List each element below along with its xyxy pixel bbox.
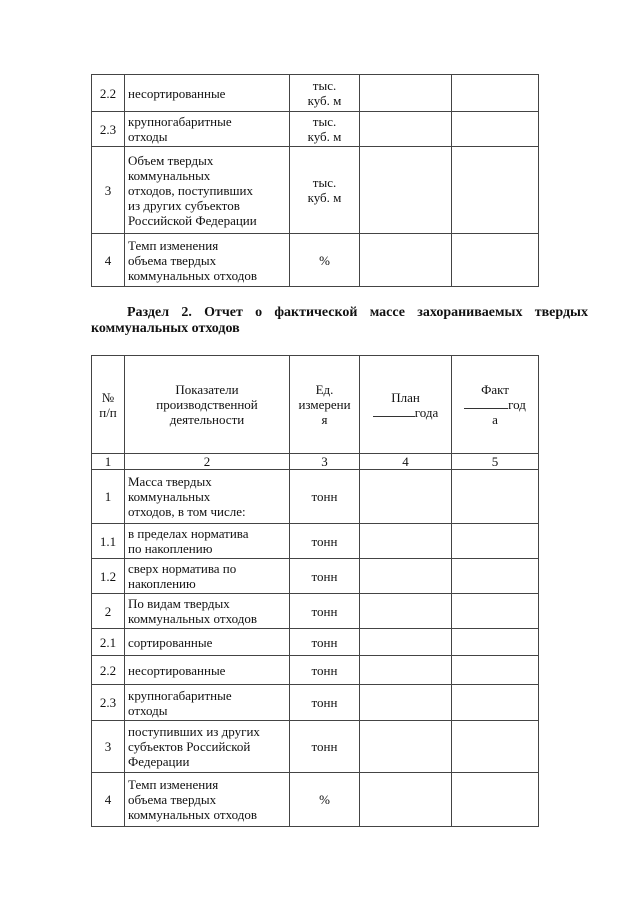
fact-cell[interactable] — [452, 234, 539, 287]
row-number: 4 — [92, 234, 125, 287]
unit-cell: тонн — [290, 524, 360, 559]
unit-cell — [290, 234, 360, 287]
table-row — [92, 234, 539, 287]
year-blank[interactable] — [464, 408, 508, 409]
unit-line: куб. м — [307, 93, 342, 108]
indicator-line: коммунальных — [128, 167, 211, 183]
indicator-line: Темп изменения — [128, 777, 219, 792]
table-continuation — [91, 74, 539, 287]
unit-line: тыс. — [312, 175, 337, 190]
row-number: 2.3 — [92, 112, 125, 147]
fact-cell[interactable] — [452, 685, 539, 721]
row-number: 3 — [92, 721, 125, 773]
unit-line: тыс. — [312, 114, 337, 129]
table-row — [92, 147, 539, 234]
table-row — [92, 773, 539, 827]
header-line: измерени — [298, 397, 351, 412]
header-unit — [290, 356, 360, 454]
indicator-line: объема твердых — [128, 792, 217, 807]
header-line: я — [321, 412, 328, 427]
header-plan — [360, 356, 452, 454]
indicator-line: накоплению — [128, 576, 196, 591]
row-number: 2.2 — [92, 75, 125, 112]
plan-cell[interactable] — [360, 773, 452, 827]
section-heading — [91, 305, 588, 337]
fact-cell[interactable] — [452, 594, 539, 629]
fact-cell[interactable] — [452, 75, 539, 112]
header-row — [92, 356, 539, 454]
indicator-cell — [125, 234, 290, 287]
fact-year-suffix: год — [508, 397, 526, 412]
table-row — [92, 112, 539, 147]
unit-cell — [290, 75, 360, 112]
table-row — [92, 721, 539, 773]
indicator-line: Масса твердых — [128, 474, 212, 489]
indicator-line: сортированные — [128, 634, 213, 650]
unit-cell: тонн — [290, 559, 360, 594]
column-number: 2 — [125, 454, 290, 470]
mass-report-table — [91, 355, 539, 827]
plan-cell[interactable] — [360, 656, 452, 685]
indicator-line: Российской Федерации — [128, 212, 257, 228]
indicator-line: по накоплению — [128, 541, 213, 556]
row-number: 2.2 — [92, 656, 125, 685]
indicator-line: коммунальных отходов — [128, 267, 257, 283]
plan-year-suffix: года — [414, 404, 439, 420]
indicator-cell — [125, 75, 290, 112]
header-line: производственной — [156, 397, 258, 412]
indicator-line: субъектов Российской — [128, 739, 251, 754]
fact-cell[interactable] — [452, 112, 539, 147]
unit-cell: тонн — [290, 685, 360, 721]
row-number: 2.1 — [92, 629, 125, 656]
header-line: Ед. — [315, 382, 334, 397]
indicator-line: крупногабаритные — [128, 114, 232, 129]
indicator-cell — [125, 524, 290, 559]
indicator-line: коммунальных — [128, 489, 211, 504]
unit-cell: тонн — [290, 594, 360, 629]
unit-cell: тонн — [290, 656, 360, 685]
table-row — [92, 524, 539, 559]
table-row — [92, 75, 539, 112]
header-indicators — [125, 356, 290, 454]
table-row — [92, 685, 539, 721]
plan-cell[interactable] — [360, 524, 452, 559]
unit-cell: тонн — [290, 470, 360, 524]
indicator-cell — [125, 112, 290, 147]
unit-cell — [290, 112, 360, 147]
indicator-line: крупногабаритные — [128, 687, 232, 703]
fact-cell[interactable] — [452, 773, 539, 827]
indicator-cell — [125, 773, 290, 827]
indicator-cell — [125, 559, 290, 594]
indicator-line: коммунальных отходов — [128, 611, 257, 626]
row-number: 2 — [92, 594, 125, 629]
plan-cell[interactable] — [360, 594, 452, 629]
indicator-line: объема твердых — [128, 252, 217, 268]
indicator-line: По видам твердых — [128, 596, 230, 611]
fact-cell[interactable] — [452, 721, 539, 773]
indicator-line: отходов, поступивших — [128, 182, 253, 198]
header-num — [92, 356, 125, 454]
indicator-cell — [125, 656, 290, 685]
fact-cell[interactable] — [452, 559, 539, 594]
unit-cell: % — [290, 773, 360, 827]
table-row — [92, 594, 539, 629]
table-row — [92, 470, 539, 524]
indicator-line: отходы — [128, 129, 168, 144]
column-number: 4 — [360, 454, 452, 470]
column-numbers-row — [92, 454, 539, 470]
fact-cell[interactable] — [452, 629, 539, 656]
unit-line: % — [319, 252, 330, 268]
mass-report-body — [92, 454, 539, 827]
indicator-line: несортированные — [128, 85, 226, 101]
plan-cell[interactable] — [360, 470, 452, 524]
fact-cell[interactable] — [452, 470, 539, 524]
plan-cell[interactable] — [360, 629, 452, 656]
indicator-line: отходов, в том числе: — [128, 504, 246, 519]
column-number: 1 — [92, 454, 125, 470]
indicator-cell — [125, 594, 290, 629]
indicator-line: несортированные — [128, 662, 226, 678]
section-number: Раздел 2. — [127, 305, 192, 320]
unit-cell: тонн — [290, 721, 360, 773]
indicator-line: отходы — [128, 702, 168, 718]
plan-cell[interactable] — [360, 559, 452, 594]
header-line: Показатели — [175, 382, 239, 397]
fact-cell[interactable] — [452, 656, 539, 685]
unit-line: куб. м — [307, 190, 342, 205]
table-row — [92, 559, 539, 594]
indicator-line: Темп изменения — [128, 237, 219, 253]
unit-cell: тонн — [290, 629, 360, 656]
indicator-cell — [125, 470, 290, 524]
header-line: а — [492, 412, 498, 427]
plan-cell[interactable] — [360, 75, 452, 112]
indicator-cell — [125, 147, 290, 234]
plan-cell[interactable] — [360, 234, 452, 287]
row-number: 2.3 — [92, 685, 125, 721]
header-line: План — [391, 389, 420, 405]
header-line: Факт — [481, 382, 509, 397]
unit-line: тыс. — [312, 78, 337, 93]
indicator-line: в пределах норматива — [128, 526, 249, 541]
plan-cell[interactable] — [360, 147, 452, 234]
row-number: 4 — [92, 773, 125, 827]
column-number: 3 — [290, 454, 360, 470]
table-row — [92, 656, 539, 685]
table-row — [92, 629, 539, 656]
indicator-cell — [125, 721, 290, 773]
indicator-line: Федерации — [128, 754, 190, 769]
indicator-line: поступивших из других — [128, 724, 260, 739]
indicator-line: из других субъектов — [128, 197, 240, 213]
unit-cell — [290, 147, 360, 234]
table-header — [92, 356, 539, 454]
row-number: 1.1 — [92, 524, 125, 559]
plan-cell[interactable] — [360, 112, 452, 147]
indicator-line: Объем твердых — [128, 152, 214, 168]
fact-cell[interactable] — [452, 524, 539, 559]
header-line: деятельности — [169, 412, 245, 427]
table-continuation-body — [92, 75, 539, 287]
column-number: 5 — [452, 454, 539, 470]
row-number: 1 — [92, 470, 125, 524]
plan-cell[interactable] — [360, 685, 452, 721]
year-blank[interactable] — [373, 416, 415, 417]
section-title: Отчет о фактической массе захораниваемых твердых — [204, 305, 588, 320]
header-line — [455, 397, 535, 412]
header-line: п/п — [99, 404, 117, 420]
row-number: 1.2 — [92, 559, 125, 594]
fact-cell[interactable] — [452, 147, 539, 234]
unit-line: куб. м — [307, 129, 342, 144]
indicator-line: сверх норматива по — [128, 561, 237, 576]
indicator-line: коммунальных отходов — [128, 807, 257, 822]
header-line — [363, 405, 448, 420]
header-fact — [452, 356, 539, 454]
row-number: 3 — [92, 147, 125, 234]
header-line: № — [101, 389, 115, 405]
plan-cell[interactable] — [360, 721, 452, 773]
section-title-continuation: коммунальных отходов — [91, 321, 240, 336]
indicator-cell — [125, 685, 290, 721]
indicator-cell — [125, 629, 290, 656]
